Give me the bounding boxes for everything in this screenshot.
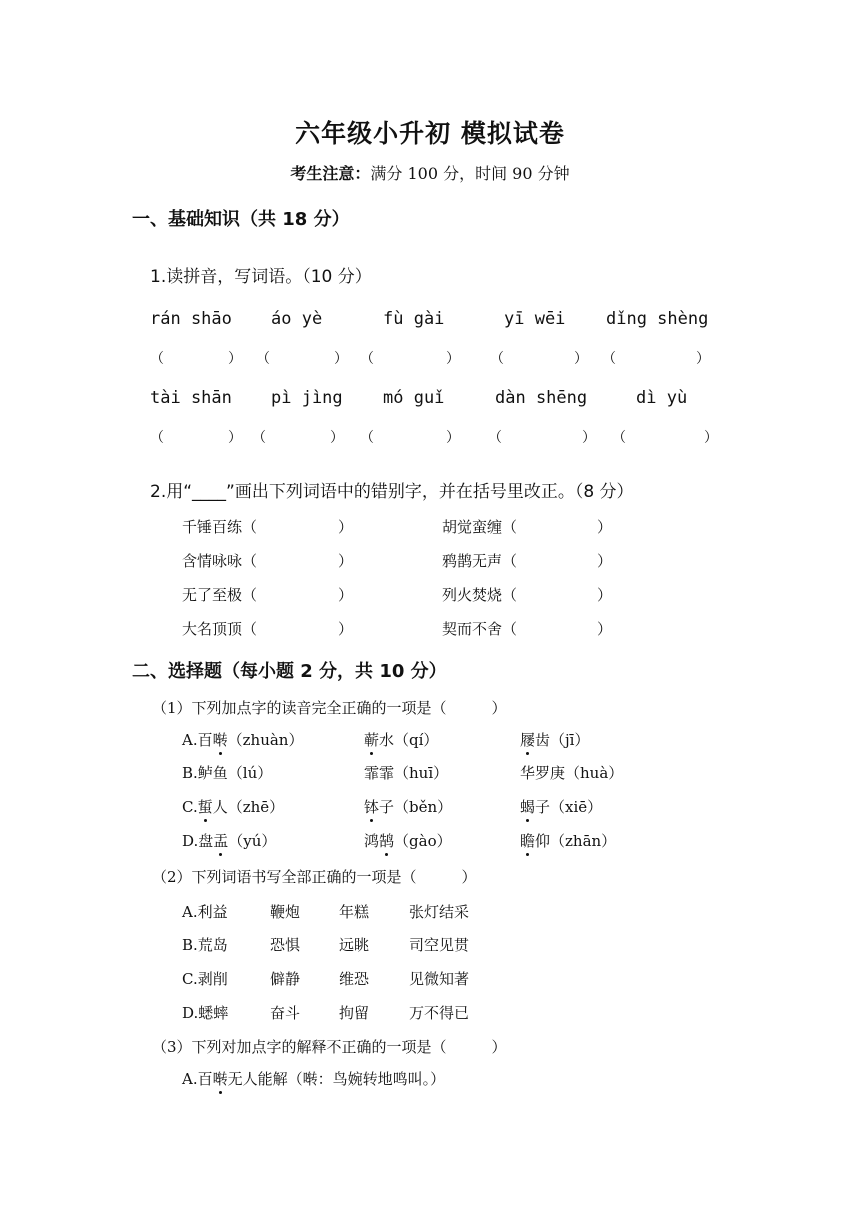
mc1-option-c-2: 钵子（běn） — [364, 798, 453, 816]
mc2-d-2: 奋斗 — [270, 1004, 301, 1022]
pinyin-2-2: pì jìng — [271, 388, 343, 408]
pinyin-1-4: yī wēi — [504, 309, 566, 329]
dotted-char: 盂 — [213, 832, 229, 850]
mc1-option-a-3: 屦齿（jī） — [520, 731, 590, 749]
mc2-stem: （2）下列词语书写全部正确的一项是（ ） — [152, 868, 477, 886]
exam-note — [0, 161, 860, 184]
q2-word-left-2: 含情咏咏（ — [182, 552, 258, 570]
answer-blank-2-2-close: ） — [330, 430, 344, 446]
section2-heading: 二、选择题（每小题 2 分，共 10 分） — [132, 661, 447, 682]
answer-blank-2-5-close: ） — [704, 430, 718, 446]
answer-blank-2-5-open[interactable]: （ — [612, 430, 626, 446]
pinyin-2-1: tài shān — [150, 388, 232, 408]
answer-blank-2-2-open[interactable]: （ — [252, 430, 266, 446]
pinyin-2-3: mó guǐ — [383, 388, 445, 408]
mc1-option-c-3: 蝎子（xiē） — [520, 798, 603, 816]
mc2-c-1: C.剥削 — [182, 970, 228, 988]
section1-heading: 一、基础知识（共 18 分） — [132, 209, 350, 230]
q2-close-left-4: ） — [338, 620, 354, 638]
answer-blank-2-3-open[interactable]: （ — [360, 430, 374, 446]
dotted-char: 蝎 — [520, 798, 536, 816]
answer-blank-2-3-close: ） — [446, 430, 460, 446]
q2-word-right-4: 契而不舍（ — [442, 620, 518, 638]
q2-word-left-3: 无了至极（ — [182, 586, 258, 604]
dotted-char: 蜇 — [197, 798, 213, 816]
mc2-a-2: 鞭炮 — [270, 903, 301, 921]
q2-close-left-3: ） — [338, 586, 354, 604]
mc1-option-d-1: D.盘盂（yú） — [182, 832, 277, 850]
dotted-char: 屦 — [520, 731, 536, 749]
mc2-a-1: A.利益 — [182, 903, 228, 921]
q2-close-left-2: ） — [338, 552, 354, 570]
mc2-c-2: 僻静 — [270, 970, 301, 988]
q2-word-left-1: 千锤百练（ — [182, 518, 258, 536]
mc1-option-b-1: B.鲈鱼（lú） — [182, 764, 273, 782]
answer-blank-1-4-open[interactable]: （ — [490, 351, 504, 367]
mc1-option-b-3: 华罗庚（huà） — [520, 764, 624, 782]
note-text: 满分 100 分，时间 90 分钟 — [370, 164, 570, 183]
answer-blank-1-5-open[interactable]: （ — [602, 351, 616, 367]
dotted-char: 蕲 — [364, 731, 380, 749]
dotted-char: 啭 — [212, 1070, 228, 1088]
dotted-char: 钵 — [364, 798, 380, 816]
mc2-a-4: 张灯结采 — [409, 903, 470, 921]
pinyin-1-1: rán shāo — [150, 309, 232, 329]
q2-close-right-3: ） — [597, 586, 613, 604]
mc1-option-a-2: 蕲水（qí） — [364, 731, 439, 749]
q2-word-right-1: 胡觉蛮缠（ — [442, 518, 518, 536]
mc1-option-a-1: A.百啭（zhuàn） — [182, 731, 304, 749]
q2-word-right-2: 鸦鹊无声（ — [442, 552, 518, 570]
answer-blank-1-4-close: ） — [574, 351, 588, 367]
q2-word-right-3: 列火焚烧（ — [442, 586, 518, 604]
q2-label: 2.用“____”画出下列词语中的错别字，并在括号里改正。（8 分） — [150, 482, 634, 502]
mc1-option-d-3: 瞻仰（zhān） — [520, 832, 617, 850]
dotted-char: 啭 — [212, 731, 228, 749]
answer-blank-2-1-open[interactable]: （ — [150, 430, 164, 446]
answer-blank-2-4-open[interactable]: （ — [488, 430, 502, 446]
answer-blank-1-3-open[interactable]: （ — [360, 351, 374, 367]
mc1-option-c-1: C.蜇人（zhē） — [182, 798, 285, 816]
answer-blank-2-1-close: ） — [228, 430, 242, 446]
pinyin-2-5: dì yù — [636, 388, 688, 408]
q2-close-right-1: ） — [597, 518, 613, 536]
answer-blank-1-1-close: ） — [228, 351, 242, 367]
mc2-c-3: 维恐 — [339, 970, 370, 988]
q1-label: 1.读拼音，写词语。（10 分） — [150, 267, 372, 287]
answer-blank-1-2-close: ） — [334, 351, 348, 367]
mc3-option-a: A.百啭无人能解（啭：鸟婉转地鸣叫。） — [182, 1070, 446, 1088]
pinyin-1-3: fù gài — [383, 309, 445, 329]
q2-close-right-4: ） — [597, 620, 613, 638]
answer-blank-1-1-open[interactable]: （ — [150, 351, 164, 367]
mc2-b-4: 司空见贯 — [409, 936, 470, 954]
mc1-option-d-2: 鸿鹄（gào） — [364, 832, 452, 850]
page-title: 六年级小升初 模拟试卷 — [295, 119, 565, 148]
mc2-b-3: 远眺 — [339, 936, 370, 954]
mc2-d-4: 万不得已 — [409, 1004, 470, 1022]
answer-blank-1-5-close: ） — [696, 351, 710, 367]
mc2-a-3: 年糕 — [339, 903, 370, 921]
mc2-d-1: D.蟋蟀 — [182, 1004, 229, 1022]
mc1-stem: （1）下列加点字的读音完全正确的一项是（ ） — [152, 699, 507, 717]
mc2-d-3: 拘留 — [339, 1004, 370, 1022]
note-label: 考生注意： — [290, 164, 371, 183]
mc2-b-2: 恐惧 — [270, 936, 301, 954]
mc2-c-4: 见微知著 — [409, 970, 470, 988]
dotted-char: 鹄 — [379, 832, 395, 850]
pinyin-2-4: dàn shēng — [495, 388, 588, 408]
q2-close-right-2: ） — [597, 552, 613, 570]
q2-close-left-1: ） — [338, 518, 354, 536]
mc1-option-b-2: 霏霏（huī） — [364, 764, 449, 782]
answer-blank-1-2-open[interactable]: （ — [256, 351, 270, 367]
q2-word-left-4: 大名顶顶（ — [182, 620, 258, 638]
answer-blank-2-4-close: ） — [582, 430, 596, 446]
dotted-char: 瞻 — [520, 832, 536, 850]
pinyin-1-2: áo yè — [271, 309, 323, 329]
mc3-stem: （3）下列对加点字的解释不正确的一项是（ ） — [152, 1038, 507, 1056]
pinyin-1-5: dǐng shèng — [606, 309, 709, 329]
mc2-b-1: B.荒岛 — [182, 936, 228, 954]
answer-blank-1-3-close: ） — [446, 351, 460, 367]
